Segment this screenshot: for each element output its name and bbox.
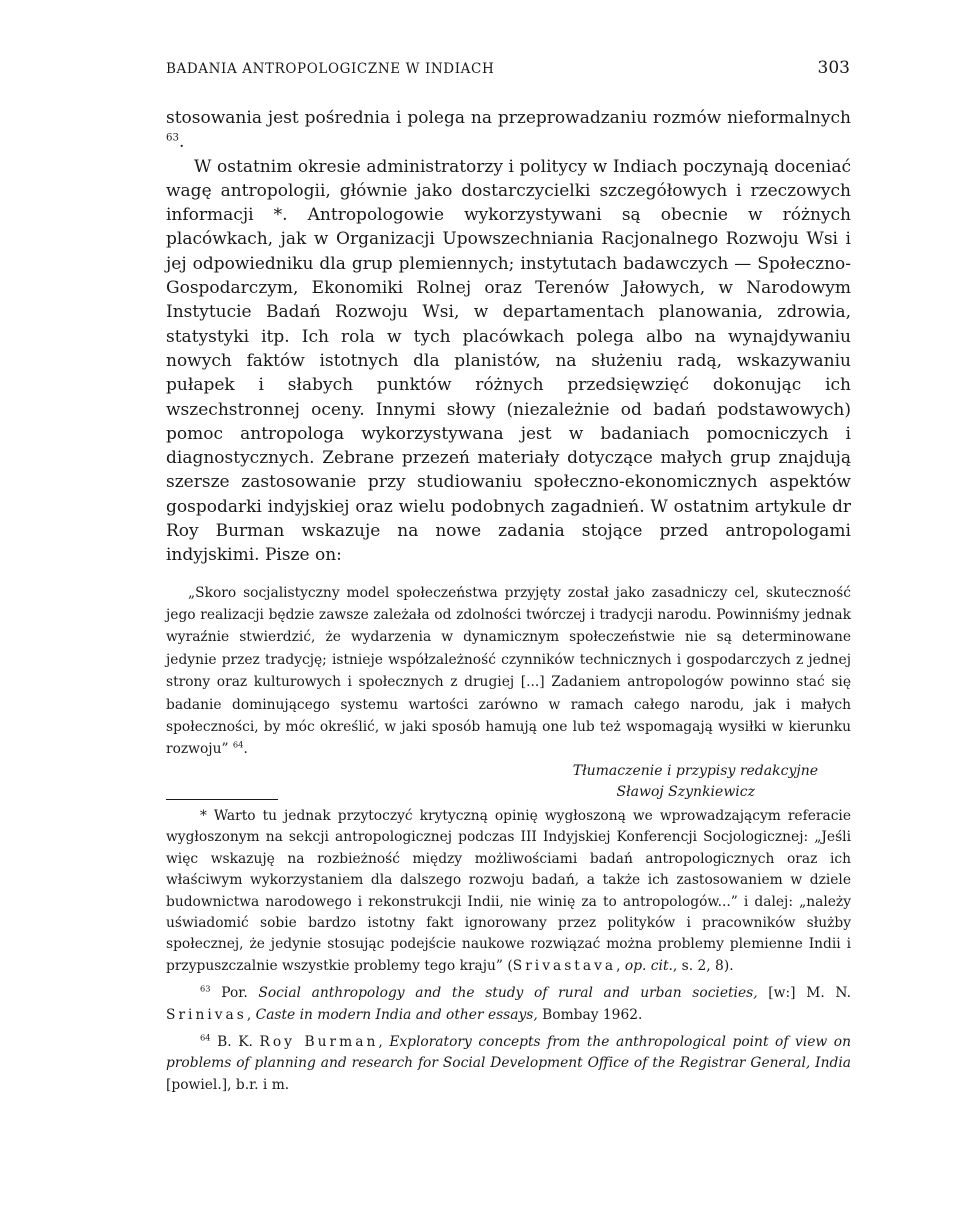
footnote-63-d: Bombay 1962. (537, 1006, 643, 1023)
footnote-64-c: [powiel.], b.r. i m. (166, 1076, 290, 1093)
footnote-64-number: 64 (200, 1032, 211, 1043)
footnote-63 (166, 983, 851, 1026)
running-head: BADANIA ANTROPOLOGICZNE W INDIACH (166, 61, 495, 77)
translator-name: Sławoj Szynkiewicz (616, 783, 755, 800)
page-number: 303 (817, 58, 850, 78)
quote-text: „Skoro socjalistyczny model społeczeństwa przyjęty został jako zasadniczy cel, skuteczność jego realizacji będzie zawsze zależała od zdolności twórczej i tradycji narodu. Powinniśmy jednak wyraźnie stwierdzić, że wydarzenia w dynamicznym społeczeństwie nie są determinowane jedynie przez tradycję; istnieje współzależność czynników technicznych i gospodarczych z jednej strony oraz kulturowych i społecznych z drugiej [...] Zadaniem antropologów powinno stać się badanie dominującego systemu wartości zarówno w ramach całego narodu, jak i małych społeczności, by móc określić, w jaki sposób hamują one lub też wspomagają wysiłki w kierunku rozwoju” (166, 584, 851, 758)
footnote-63-c: , (246, 1006, 256, 1023)
footnote-63-b: [w:] M. N. (757, 985, 851, 1002)
footnote-separator (166, 799, 278, 800)
footnote-ref-64: 64 (232, 739, 244, 750)
footnote-64-b: , (378, 1033, 390, 1050)
footnote-ref-63: 63 (166, 132, 179, 144)
footnote-star-author: Srivastava (512, 957, 617, 974)
translator-credit: Tłumaczenie i przypisy redakcyjne (572, 762, 818, 779)
paragraph-2 (166, 155, 851, 568)
footnote-63-a: Por. (210, 985, 259, 1002)
footnote-63-number: 63 (200, 983, 211, 994)
paragraph-2-text-a: W ostatnim okresie administratorzy i politycy w Indiach poczynają doceniać wagę antropologii, głównie jako dostarczycielki szczegółowych i rzeczowych informacji (166, 156, 851, 226)
footnote-star-sep: , (616, 957, 625, 974)
footnote-63-title: Social anthropology and the study of rural and urban societies, (258, 985, 758, 1002)
footnote-64-title: Exploratory concepts from the anthropological point of view on problems of planning and research for Social Development Office of the Registrar General, India (166, 1033, 851, 1072)
footnote-ref-star: * (273, 205, 283, 226)
paragraph-2-text-b: . Antropologowie wykorzystywani są obecnie w różnych placówkach, jak w Organizacji Upowszechniania Racjonalnego Rozwoju Wsi i jej odpowiedniku dla grup plemiennych; instytutach badawczych — Społeczno-Gospodarczym, Ekonomiki Rolnej oraz Terenów Jałowych, w Narodowym Instytucie Badań Rozwoju Wsi, w departamentach planowania, zdrowia, statystyki itp. Ich rola w tych placówkach polega albo na wynajdywaniu nowych faktów istotnych dla planistów, na służeniu radą, wskazywaniu pułapek i słabych punktów różnych przedsięwzięć dokonując ich wszechstronnej oceny. Innymi słowy (niezależnie od badań podstawowych) pomoc antropologa wykorzystywana jest w badaniach pomocniczych i diagnostycznych. Zebrane przezeń materiały dotyczące małych grup znajdują szersze zastosowanie przy studiowaniu społeczno-ekonomicznych aspektów gospodarki indyjskiej oraz wielu podobnych zagadnień. W ostatnim artykule dr Roy Burman wskazuje na nowe zadania stojące przed antropologami indyjskimi. Pisze on: (166, 205, 851, 566)
footnote-star-end: , s. 2, 8). (672, 957, 734, 974)
block-quote (166, 582, 851, 761)
footnote-64-author: Roy Burman (259, 1033, 379, 1050)
footnote-64 (166, 1032, 851, 1096)
footnote-star (166, 806, 851, 977)
footnote-63-author: Srinivas (166, 1006, 247, 1023)
paragraph-1-end: . (178, 132, 185, 153)
page-body (166, 106, 851, 1102)
quote-end: . (243, 741, 248, 758)
paragraph-1-text: stosowania jest pośrednia i polega na przeprowadzaniu rozmów nieformalnych (166, 108, 851, 128)
quote-paragraph (166, 582, 851, 761)
footnote-star-text: * Warto tu jednak przytoczyć krytyczną opinię wygłoszoną we wprowadzającym referacie wygłoszonym na sekcji antropologicznej podczas III Indyjskiej Konferencji Socjologicznej: „Jeśli więc wskazuję na rozbieżność między możliwościami badań antropologicznych oraz ich właściwym wykorzystaniem dla dalszego rozwoju badań, a także ich zastosowaniem w dziele budownictwa narodowego i rekonstrukcji Indii, nie winię za to antropologów...” i dalej: „należy uświadomić sobie bardzo istotny fakt ignorowany przez polityków i pracowników służby społecznej, że jedynie stosując podejście naukowe rozwiązać można problemy plemienne Indii i przypuszczalnie wszystkie problemy tego kraju” ( (166, 807, 851, 974)
footnote-star-cit: op. cit. (624, 957, 673, 974)
footnote-64-a: B. K. (210, 1033, 260, 1050)
page-header (166, 58, 850, 78)
paragraph-1 (166, 106, 851, 155)
footnote-63-title2: Caste in modern India and other essays, (255, 1006, 538, 1023)
